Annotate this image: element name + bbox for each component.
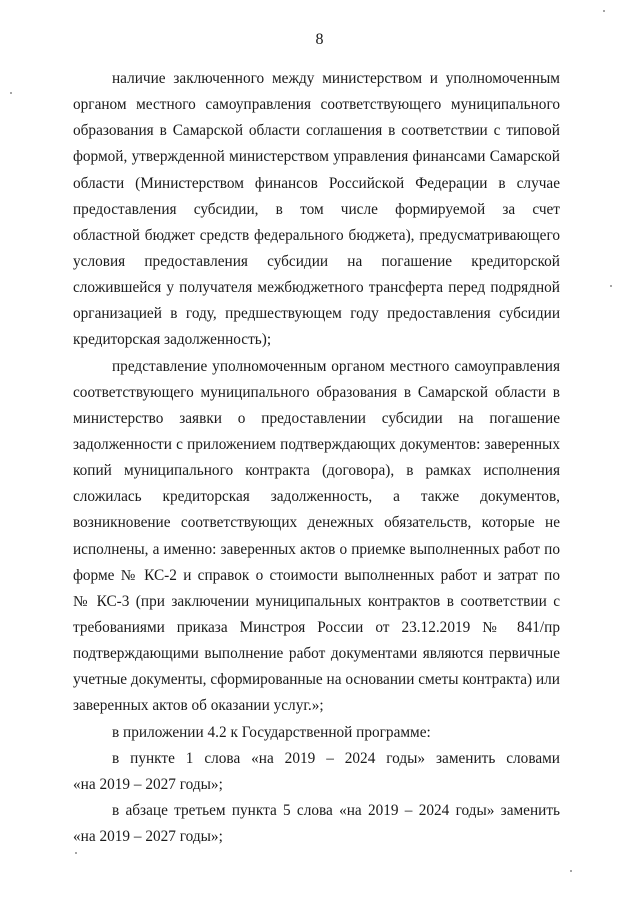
text-line: учетные документы, сформированные на основании сметы контракта) или (73, 671, 560, 689)
text-line: организацией в году, предшествующем году предоставления субсидии (73, 305, 560, 323)
text-line: заверенных актов об оказании услуг.»; (73, 697, 324, 715)
text-line: сложившейся у получателя межбюджетного трансферта перед подрядной (73, 279, 560, 297)
scan-speck (75, 852, 77, 854)
text-line: органом местного самоуправления соответствующего муниципального (73, 96, 560, 114)
paragraph (73, 354, 560, 720)
paragraph (73, 66, 560, 354)
text-line: подтверждающими выполнение работ документами являются первичные (73, 645, 560, 663)
scan-speck (10, 92, 12, 94)
text-line: исполнены, а именно: заверенных актов о приемке выполненных работ по (73, 540, 560, 558)
text-line: требованиями приказа Минстроя России от 23.12.2019 № 841/пр (73, 618, 560, 636)
scan-speck (570, 870, 572, 872)
text-line: представление уполномоченным органом местного самоуправления (112, 357, 560, 375)
text-line: условия предоставления субсидии на погашение кредиторской (73, 252, 560, 270)
text-line: соответствующего муниципального образования в Самарской области в (73, 383, 560, 401)
text-line: «на 2019 – 2027 годы»; (73, 775, 223, 793)
text-line: в абзаце третьем пункта 5 слова «на 2019 – 2024 годы» заменить (112, 801, 560, 819)
text-line: «на 2019 – 2027 годы»; (73, 828, 223, 846)
text-line: формой, утвержденной министерством управления финансами Самарской (73, 148, 560, 166)
paragraph (73, 720, 560, 746)
text-line: кредиторская задолженность); (73, 331, 272, 349)
scan-speck (610, 285, 612, 287)
text-line: № КС-3 (при заключении муниципальных контрактов в соответствии с (73, 592, 560, 610)
paragraph (73, 798, 560, 850)
text-line: предоставления субсидии, в том числе формируемой за счет (73, 200, 560, 218)
text-line: в приложении 4.2 к Государственной программе: (112, 723, 431, 741)
paragraph (73, 746, 560, 798)
text-line: возникновение соответствующих денежных обязательств, которые не (73, 514, 560, 532)
text-line: копий муниципального контракта (договора), в рамках исполнения (73, 462, 560, 480)
page-number: 8 (315, 31, 324, 48)
text-line: области (Министерством финансов Российской Федерации в случае (73, 174, 560, 192)
document-body (73, 66, 560, 850)
scan-speck (603, 10, 605, 12)
text-line: сложилась кредиторская задолженность, а также документов, (73, 488, 560, 506)
text-line: наличие заключенного между министерством и уполномоченным (112, 70, 560, 87)
text-line: образования в Самарской области соглашения в соответствии с типовой (73, 122, 560, 140)
text-line: областной бюджет средств федерального бюджета), предусматривающего (73, 226, 560, 244)
text-line: форме № КС-2 и справок о стоимости выполненных работ и затрат по (73, 566, 560, 584)
text-line: в пункте 1 слова «на 2019 – 2024 годы» заменить словами (112, 749, 560, 767)
text-line: министерство заявки о предоставлении субсидии на погашение (73, 409, 560, 427)
text-line: задолженности с приложением подтверждающих документов: заверенных (73, 435, 560, 453)
